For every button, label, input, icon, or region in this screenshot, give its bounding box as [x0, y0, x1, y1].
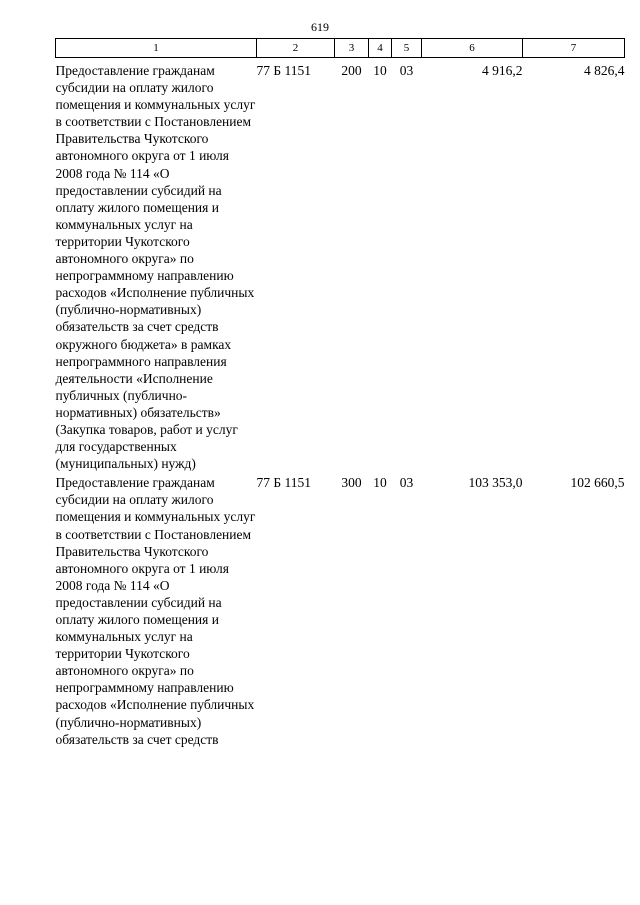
row-col-7: 102 660,5 [570, 475, 625, 491]
row-col-6: 4 916,2 [482, 63, 523, 78]
table-row [56, 472, 625, 748]
header-col-1: 1 [56, 39, 257, 58]
row-description: Предоставление гражданам субсидии на оплату жилого помещения и коммунальных услуг в соответствии с Постановлением Правительства Чукотского автономного округа от 1 июля 2008 года № 114 «О предоставлении субсидий на оплату жилого помещения и коммунальных услуг на территории Чукотского автономного округа» по непрограммному направлению расходов «Исполнение публичных (публично-нормативных) обязательств за счет средств [55, 475, 256, 747]
header-col-6: 6 [422, 39, 523, 58]
row-col-5: 03 [399, 63, 414, 78]
table-row [56, 58, 625, 473]
budget-table [55, 38, 625, 748]
header-col-5: 5 [392, 39, 422, 58]
row-col-5: 03 [399, 475, 414, 491]
row-col-7: 4 826,4 [584, 63, 625, 78]
row-col-3: 200 [341, 63, 362, 78]
row-description: Предоставление гражданам субсидии на оплату жилого помещения и коммунальных услуг в соответствии с Постановлением Правительства Чукотского автономного округа от 1 июля 2008 года № 114 «О предоставлении субсидий на оплату жилого помещения и коммунальных услуг на территории Чукотского автономного округа» по непрограммному направлению расходов «Исполнение публичных (публично-нормативных) обязательств за счет средств окружного бюджета» в рамках непрограммного направления деятельности «Исполнение публичных (публично-нормативных) обязательств» (Закупка товаров, работ и услуг для государственных (муниципальных) нужд) [55, 63, 256, 472]
row-code: 77 Б 1151 [256, 63, 312, 78]
page-number: 619 [311, 20, 329, 34]
header-col-2: 2 [257, 39, 335, 58]
row-col-6: 103 353,0 [468, 475, 523, 491]
row-col-4: 10 [373, 475, 387, 491]
header-row [56, 39, 625, 58]
row-col-4: 10 [373, 63, 387, 78]
row-col-3: 300 [341, 475, 362, 491]
header-col-4: 4 [369, 39, 392, 58]
header-col-3: 3 [335, 39, 369, 58]
row-code: 77 Б 1151 [256, 475, 312, 491]
header-col-7: 7 [523, 39, 625, 58]
